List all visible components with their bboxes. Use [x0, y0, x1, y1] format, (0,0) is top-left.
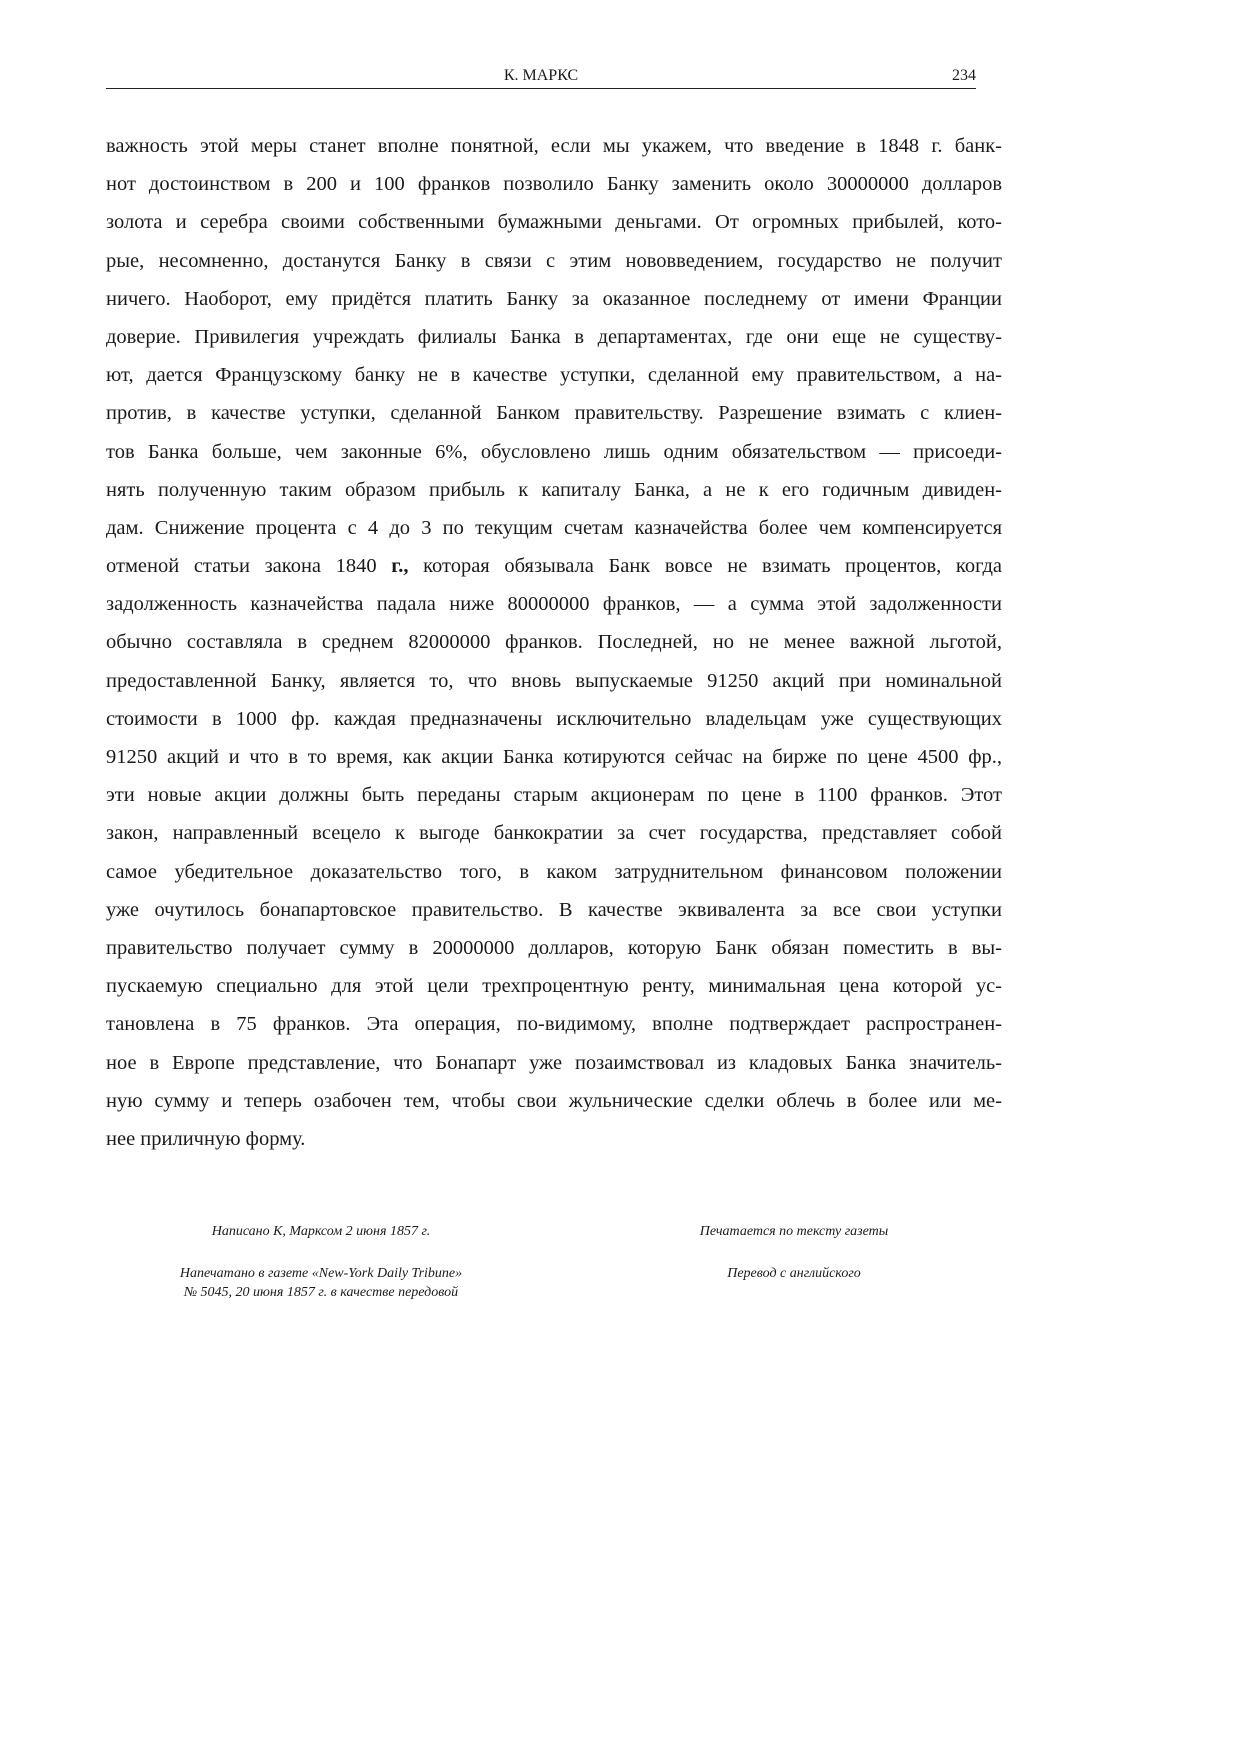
text-line: доверие. Привилегия учреждать филиалы Банка в департаментах, где они еще не существу-	[106, 325, 1002, 348]
text-line: ную сумму и теперь озабочен тем, чтобы свои жульнические сделки облечь в более или ме-	[106, 1089, 1002, 1112]
body-paragraph	[106, 127, 1002, 1158]
text-line: против, в качестве уступки, сделанной Банком правительству. Разрешение взимать с клиен-	[106, 402, 1002, 425]
text-line: эти новые акции должны быть переданы старым акционерам по цене в 1100 франков. Этот	[106, 784, 1002, 807]
text-line: нять полученную таким образом прибыль к капиталу Банка, а не к его годичным дивиден-	[106, 478, 1002, 501]
text-line: пускаемую специально для этой цели трехпроцентную ренту, минимальная цена которой ус-	[106, 975, 1002, 998]
colophon-published	[106, 1264, 536, 1302]
colophon-written	[106, 1222, 536, 1241]
source-note: Печатается по тексту газеты	[699, 1224, 889, 1239]
text-line: отменой статьи закона 1840 г., которая обязывала Банк вовсе не взимать процентов, когда	[106, 555, 1002, 578]
text-line: ное в Европе представление, что Бонапарт уже позаимствовал из кладовых Банка значитель-	[106, 1051, 1002, 1074]
header-author: К. МАРКС	[503, 67, 579, 84]
bold-abbrev: г.,	[391, 555, 409, 578]
text-line: стоимости в 1000 фр. каждая предназначены исключительно владельцам уже существующих	[106, 707, 1002, 730]
text-line: дам. Снижение процента с 4 до 3 по текущим счетам казначейства более чем компенсируется	[106, 516, 1002, 539]
text-line: рые, несомненно, достанутся Банку в связи с этим нововведением, государство не получит	[106, 249, 1002, 272]
text-line: самое убедительное доказательство того, в каком затруднительном финансовом положении	[106, 860, 1002, 883]
text-line: нот достоинством в 200 и 100 франков позволило Банку заменить около 30000000 долларов	[106, 173, 1002, 196]
text-line: тановлена в 75 франков. Эта операция, по-видимому, вполне подтверждает распространен-	[106, 1013, 1002, 1036]
text-line: важность этой меры станет вполне понятной, если мы укажем, что введение в 1848 г. банк-	[106, 135, 1002, 157]
published-note-line1: Напечатано в газете «New-York Daily Tribune»	[179, 1266, 463, 1281]
text-line: предоставленной Банку, является то, что вновь выпускаемые 91250 акций при номинальной	[106, 669, 1002, 692]
text-line: золота и серебра своими собственными бумажными деньгами. От огромных прибылей, кото-	[106, 211, 1002, 234]
colophon-translation	[590, 1264, 998, 1283]
text-line: 91250 акций и что в то время, как акции Банка котируются сейчас на бирже по цене 4500 фр.,	[106, 746, 1002, 768]
translation-note: Перевод с английского	[727, 1266, 861, 1281]
colophon-source	[590, 1222, 998, 1241]
text-line: ют, дается Французскому банку не в качестве уступки, сделанной ему правительством, а на-	[106, 364, 1002, 387]
text-line-last: нее приличную форму.	[106, 1127, 306, 1150]
text-line: закон, направленный всецело к выгоде банкократии за счет государства, представляет собой	[106, 822, 1002, 845]
written-note: Написано К, Марксом 2 июня 1857 г.	[211, 1224, 431, 1239]
text-line: правительство получает сумму в 20000000 долларов, которую Банк обязан поместить в вы-	[106, 936, 1002, 959]
text-line: тов Банка больше, чем законные 6%, обусловлено лишь одним обязательством — присоеди-	[106, 440, 1002, 463]
text-line: обычно составляла в среднем 82000000 франков. Последней, но не менее важной льготой,	[106, 631, 1002, 654]
published-note-line2: № 5045, 20 июня 1857 г. в качестве передовой	[183, 1285, 459, 1300]
running-header	[106, 66, 976, 89]
page-number: 234	[952, 67, 976, 84]
text-line: уже очутилось бонапартовское правительство. В качестве эквивалента за все свои уступки	[106, 898, 1002, 921]
text-line: задолженность казначейства падала ниже 80000000 франков, — а сумма этой задолженности	[106, 593, 1002, 616]
text-line: ничего. Наоборот, ему придётся платить Банку за оказанное последнему от имени Франции	[106, 287, 1002, 310]
